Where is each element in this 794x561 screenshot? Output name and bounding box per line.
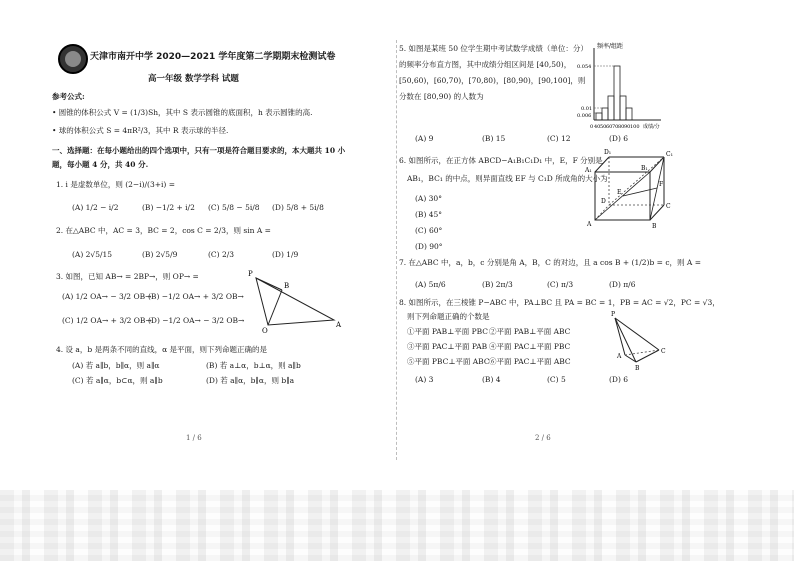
pyramid-label-a: A [617, 353, 622, 360]
formula-sphere: • 球的体积公式 S = 4πR²/3，其中 R 表示球的半径. [52, 126, 229, 135]
hist-origin: 0 [590, 124, 594, 130]
q8-line1: 8. 如图所示，在三棱锥 P−ABC 中，PA⊥BC 且 PA = BC = 1，PB = AC = √2，PC = √3， [399, 298, 720, 307]
q3-option-c[interactable]: (C) 1/2 OA→ + 3/2 OB→ [62, 316, 152, 325]
q8-statement-5: ⑤平面 PBC⊥平面 ABC [407, 357, 490, 366]
q1-option-d[interactable]: (D) 5/8 + 5i/8 [272, 203, 324, 212]
q2-option-d[interactable]: (D) 1/9 [272, 250, 299, 259]
hist-ytick-2: 0.006 [577, 113, 592, 119]
cube-label-a1: A₁ [585, 167, 592, 174]
q3-option-d[interactable]: (D) −1/2 OA→ − 3/2 OB→ [148, 316, 245, 325]
q8-statement-3: ③平面 PAC⊥平面 PAB [407, 342, 488, 351]
q8-option-b[interactable]: (B) 4 [482, 375, 501, 384]
hist-ytick-1: 0.01 [581, 106, 593, 112]
q1-option-c[interactable]: (C) 5/8 − 5i/8 [208, 203, 260, 212]
pyramid-label-c: C [661, 348, 666, 355]
section-heading: 一、选择题：在每小题给出的四个选项中，只有一项是符合题目要求的，本大题共 10 小 [52, 146, 346, 155]
q2-option-c[interactable]: (C) 2/3 [208, 250, 235, 259]
page-number-left: 1 / 6 [186, 434, 202, 442]
q1-option-b[interactable]: (B) −1/2 + i/2 [142, 203, 195, 212]
cube-label-b1: B₁ [641, 165, 648, 172]
q6-option-c[interactable]: (C) 60° [415, 226, 443, 235]
q5-line3: [50,60)，[60,70)，[70,80)，[80,90)，[90,100]，则 [399, 76, 586, 85]
hist-xtick-6: 100 [630, 124, 640, 130]
label-o: O [262, 327, 268, 335]
hist-xtick-0: 40 [594, 124, 601, 130]
q8-statement-4: ④平面 PAC⊥平面 PBC [489, 342, 571, 351]
cube-label-d1: D₁ [604, 149, 612, 156]
q1-option-a[interactable]: (A) 1/2 − i/2 [72, 203, 119, 212]
hist-xtick-4: 80 [618, 124, 625, 130]
q3-stem: 3. 如图，已知 AB→ = 2BP→，则 OP→ = [56, 272, 199, 281]
scan-artifact-band [0, 490, 794, 561]
q5-line4: 分数在 [80,90) 的人数为 [399, 92, 484, 101]
q5-option-c[interactable]: (C) 12 [547, 134, 571, 143]
q4-option-d[interactable]: (D) 若 a∥α，b∥α，则 b∥a [206, 376, 295, 385]
q5-option-b[interactable]: (B) 15 [482, 134, 506, 143]
hist-xtick-1: 50 [600, 124, 607, 130]
q6-line1: 6. 如图所示，在正方体 ABCD−A₁B₁C₁D₁ 中，E，F 分别是 [399, 156, 603, 165]
q4-stem: 4. 设 a，b 是两条不同的直线，α 是平面，则下列命题正确的是 [56, 345, 268, 354]
q8-statement-6: ⑥平面 PAC⊥平面 ABC [489, 357, 571, 366]
pyramid-label-p: P [611, 311, 616, 318]
exam-subtitle: 高一年级 数学学科 试题 [148, 74, 239, 84]
cube-label-a: A [587, 221, 592, 228]
hist-xtick-2: 60 [606, 124, 613, 130]
q8-option-a[interactable]: (A) 3 [415, 375, 434, 384]
hist-xtick-5: 90 [624, 124, 631, 130]
q8-option-c[interactable]: (C) 5 [547, 375, 566, 384]
hist-ytick-0: 0.054 [577, 64, 592, 70]
label-b: B [284, 282, 290, 290]
cube-label-d: D [601, 198, 606, 205]
q8-line2: 则下列命题正确的个数是 [407, 312, 490, 321]
q2-option-b[interactable]: (B) 2√5/9 [142, 250, 178, 259]
label-a: A [336, 321, 342, 329]
q5-option-a[interactable]: (A) 9 [415, 134, 434, 143]
page-number-right: 2 / 6 [535, 434, 551, 442]
q2-stem: 2. 在△ABC 中，AC = 3，BC = 2，cos C = 2/3，则 sin A = [56, 226, 271, 235]
q6-option-b[interactable]: (B) 45° [415, 210, 443, 219]
q7-stem: 7. 在△ABC 中，a，b，c 分别是角 A，B，C 的对边，且 a cos B + (1/2)b = c，则 A = [399, 258, 701, 267]
q3-option-b[interactable]: (B) −1/2 OA→ + 3/2 OB→ [148, 292, 244, 301]
q2-option-a[interactable]: (A) 2√5/15 [72, 250, 113, 259]
q5-line1: 5. 如图是某班 50 位学生期中考试数学成绩（单位：分） [399, 44, 588, 53]
q3-option-a[interactable]: (A) 1/2 OA→ − 3/2 OB→ [62, 292, 152, 301]
q5-option-d[interactable]: (D) 6 [609, 134, 629, 143]
pyramid-label-b: B [635, 365, 640, 372]
q1-stem: 1. i 是虚数单位，则 (2−i)/(3+i) = [56, 180, 176, 189]
cube-label-b: B [652, 223, 657, 230]
q7-option-b[interactable]: (B) 2π/3 [482, 280, 513, 289]
q8-statement-2: ②平面 PAB⊥平面 ABC [489, 327, 571, 336]
cube-label-f: F [659, 181, 664, 188]
cube-label-e: E [617, 189, 622, 196]
label-p: P [248, 270, 253, 278]
q8-statement-1: ①平面 PAB⊥平面 PBC [407, 327, 489, 336]
q7-option-a[interactable]: (A) 5π/6 [415, 280, 446, 289]
q4-option-b[interactable]: (B) 若 a⊥α，b⊥α，则 a∥b [206, 361, 301, 370]
cube-label-c1: C₁ [666, 151, 673, 158]
formula-cone: • 圆锥的体积公式 V = (1/3)Sh，其中 S 表示圆锥的底面积，h 表示圆锥的高. [52, 108, 313, 117]
q4-option-c[interactable]: (C) 若 a∥α，b⊂α，则 a∥b [72, 376, 163, 385]
q6-option-d[interactable]: (D) 90° [415, 242, 443, 251]
q4-option-a[interactable]: (A) 若 a∥b，b∥α，则 a∥α [72, 361, 160, 370]
q6-line2: AB₁，BC₁ 的中点，则异面直线 EF 与 C₁D 所成角的大小为 [407, 174, 608, 183]
q5-line2: 的频率分布直方图，其中成绩分组区间是 [40,50)， [399, 60, 572, 69]
exam-title: 天津市南开中学 2020—2021 学年度第二学期期末检测试卷 [90, 52, 336, 62]
q8-pyramid-figure [397, 0, 794, 561]
hist-ylabel: 频率/组距 [597, 43, 624, 50]
q8-option-d[interactable]: (D) 6 [609, 375, 629, 384]
q7-option-d[interactable]: (D) π/6 [609, 280, 636, 289]
hist-xtick-3: 70 [612, 124, 619, 130]
hist-xlabel: 成绩/分 [643, 124, 660, 130]
exam-page-2 [397, 0, 794, 561]
q6-option-a[interactable]: (A) 30° [415, 194, 442, 203]
cube-label-c: C [666, 203, 671, 210]
reference-heading: 参考公式: [52, 92, 85, 101]
section-heading-cont: 题，每小题 4 分，共 40 分. [52, 160, 149, 169]
q7-option-c[interactable]: (C) π/3 [547, 280, 574, 289]
